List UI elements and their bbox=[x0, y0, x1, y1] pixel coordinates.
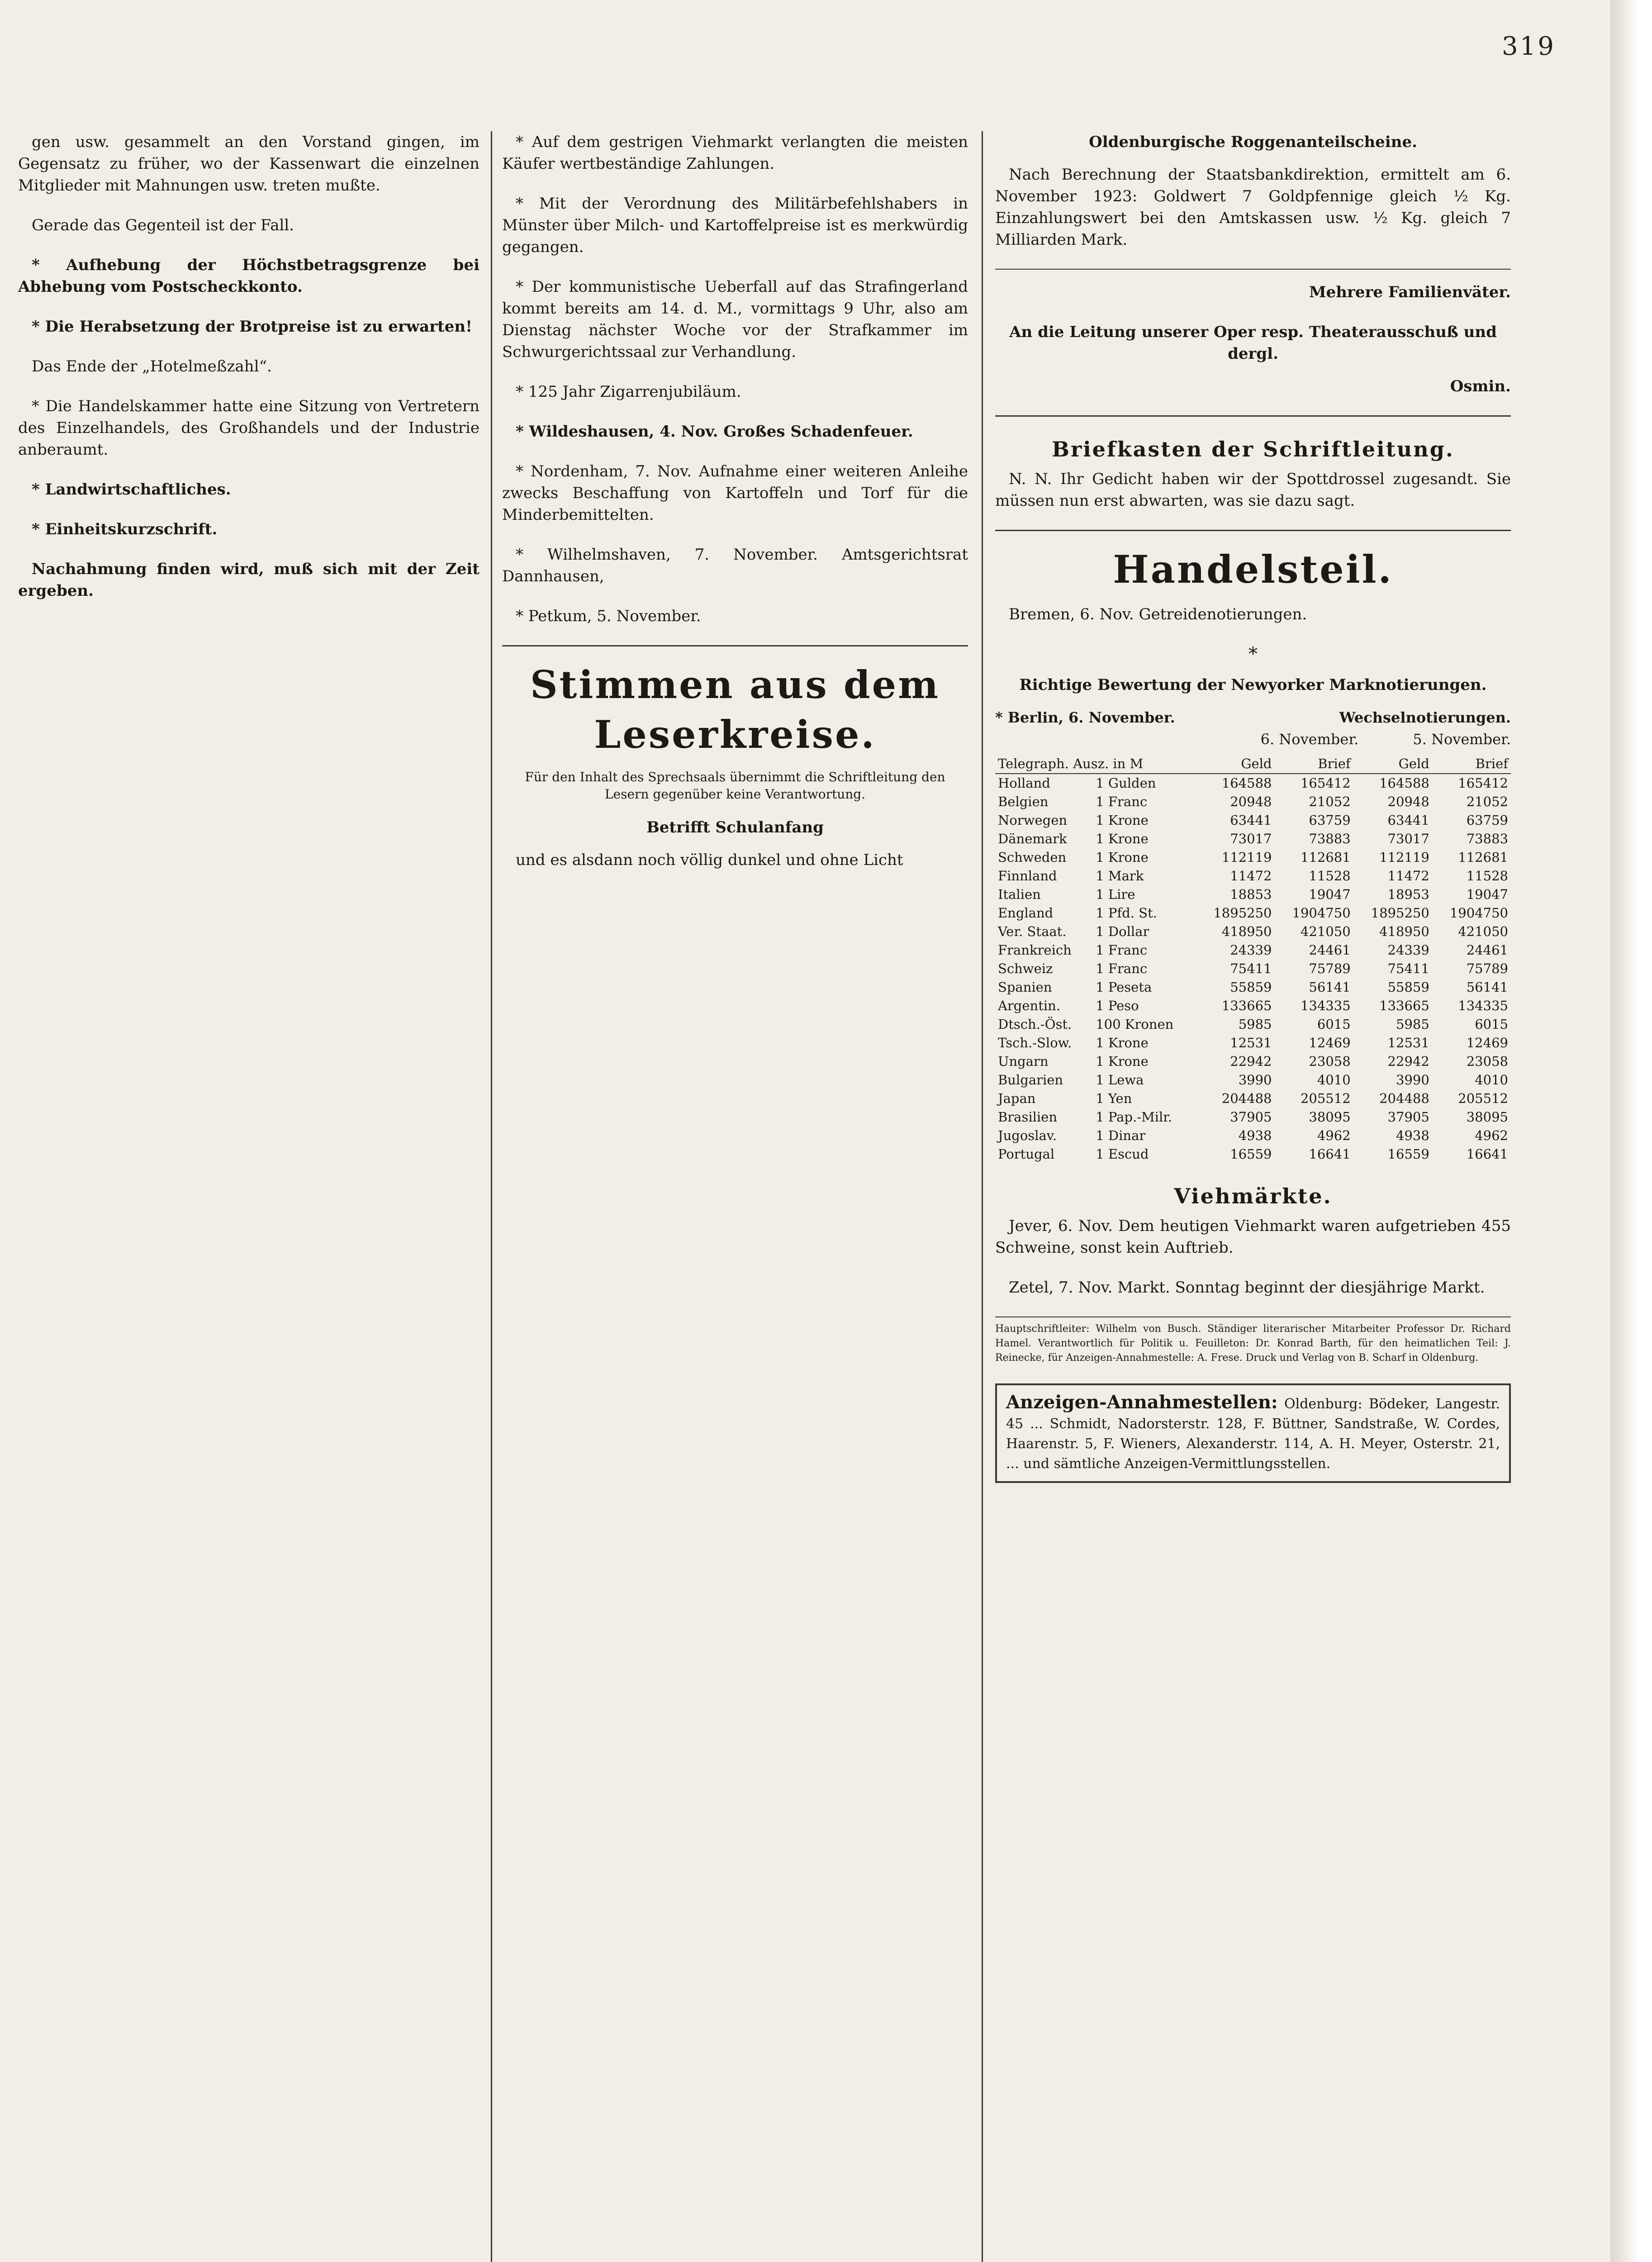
table-cell: 12469 bbox=[1466, 1035, 1508, 1050]
table-cell: 3990 bbox=[1238, 1072, 1272, 1088]
section-title: Stimmen aus dem Leserkreise. bbox=[530, 662, 940, 757]
table-cell: 1 Escud bbox=[1096, 1146, 1149, 1162]
ad-box bbox=[995, 1383, 1511, 1483]
article-fragment: * Nordenham, 7. Nov. Aufnahme einer weiteren Anleihe zwecks Beschaffung von Kartoffeln und Torf für die Minderbemittelten. bbox=[502, 462, 968, 524]
column-divider bbox=[491, 131, 492, 2262]
table-cell: 20948 bbox=[1387, 794, 1429, 809]
table-cell: 1 Pfd. St. bbox=[1096, 905, 1157, 921]
table-cell: 1 Krone bbox=[1096, 1054, 1149, 1069]
table-cell: 421050 bbox=[1300, 924, 1351, 939]
table-cell: 11528 bbox=[1466, 868, 1508, 884]
article-fragment: Das Ende der „Hotelmeßzahl“. bbox=[32, 357, 272, 375]
table-cell: 1 Peso bbox=[1096, 998, 1139, 1013]
table-cell: 1895250 bbox=[1213, 905, 1272, 921]
table-cell: Finnland bbox=[998, 868, 1057, 884]
article-fragment: * Wilhelmshaven, 7. November. Amtsgerichtsrat Dannhausen, bbox=[502, 546, 968, 585]
table-cell: 24339 bbox=[1230, 942, 1272, 958]
imprint: Hauptschriftleiter: Wilhelm von Busch. Ständiger literarischer Mitarbeiter Professor Dr. Richard Hamel. Verantwortlich für Politik u. Feuilleton: Dr. Konrad Barth, für den heimatlichen Teil: J. Reinecke, für Anzeigen-Annahmestelle: A. Frese. Druck und Verlag von B. Scharf in Oldenburg. bbox=[995, 1316, 1511, 1365]
letter-heading: An die Leitung unserer Oper resp. Theaterausschuß und dergl. bbox=[1009, 323, 1497, 363]
ad-text: Oldenburg: Bödeker, Langestr. 45 ... Schmidt, Nadorsterstr. 128, F. Büttner, Sandstraße, W. Cordes, Haarenstr. 5, F. Wieners, Alexanderstr. 114, A. H. Meyer, Osterstr. 21, ... und sämtliche Anzeigen-Vermittlungsstellen. bbox=[1006, 1396, 1500, 1472]
rates-date: 6. November. bbox=[1260, 731, 1359, 748]
rates-title: Wechselnotierungen. bbox=[1339, 709, 1511, 726]
table-cell: 63759 bbox=[1466, 813, 1508, 828]
table-cell: 63441 bbox=[1387, 813, 1429, 828]
column-1 bbox=[18, 131, 479, 620]
table-cell: 133665 bbox=[1221, 998, 1272, 1013]
table-cell: 12531 bbox=[1230, 1035, 1272, 1050]
table-cell: 1 Krone bbox=[1096, 1035, 1149, 1050]
table-row bbox=[995, 941, 1511, 960]
column-header: Geld bbox=[1353, 755, 1432, 774]
page-number: 319 bbox=[1502, 32, 1556, 61]
table-cell: 1895250 bbox=[1371, 905, 1429, 921]
table-cell: 1 Krone bbox=[1096, 831, 1149, 846]
column-divider bbox=[982, 131, 983, 2262]
section-rule bbox=[995, 415, 1511, 417]
table-cell: Belgien bbox=[998, 794, 1049, 809]
section-rule bbox=[995, 530, 1511, 531]
table-cell: 204488 bbox=[1221, 1091, 1272, 1106]
table-cell: Ungarn bbox=[998, 1054, 1049, 1069]
table-cell: 1 Dinar bbox=[1096, 1128, 1146, 1143]
table-cell: 205512 bbox=[1458, 1091, 1508, 1106]
table-cell: 3990 bbox=[1396, 1072, 1429, 1088]
article-fragment: Bremen, 6. Nov. Getreidenotierungen. bbox=[1009, 605, 1307, 623]
table-cell: Bulgarien bbox=[998, 1072, 1063, 1088]
table-cell: Jugoslav. bbox=[998, 1128, 1057, 1143]
table-row bbox=[995, 885, 1511, 904]
article-fragment: * Wildeshausen, 4. Nov. Großes Schadenfeuer. bbox=[516, 423, 913, 441]
table-row bbox=[995, 1108, 1511, 1126]
article-fragment: Jever, 6. Nov. Dem heutigen Viehmarkt waren aufgetrieben 455 Schweine, sonst kein Auftrieb. bbox=[995, 1217, 1511, 1257]
table-cell: 24461 bbox=[1466, 942, 1508, 958]
article-fragment: * Der kommunistische Ueberfall auf das Strafingerland kommt bereits am 14. d. M., vormittags 9 Uhr, also am Dienstag nächster Woche vor der Strafkammer im Schwurgerichtssaal zur Verhandlung. bbox=[502, 278, 968, 361]
table-row bbox=[995, 774, 1511, 793]
table-cell: 134335 bbox=[1300, 998, 1351, 1013]
table-cell: 1 Gulden bbox=[1096, 775, 1156, 791]
table-cell: 63759 bbox=[1309, 813, 1351, 828]
table-cell: 112681 bbox=[1458, 850, 1508, 865]
table-row bbox=[995, 1089, 1511, 1108]
table-cell: 11528 bbox=[1309, 868, 1351, 884]
table-row bbox=[995, 904, 1511, 922]
table-row bbox=[995, 1145, 1511, 1164]
table-cell: 1 Franc bbox=[1096, 794, 1148, 809]
table-cell: Norwegen bbox=[998, 813, 1068, 828]
table-cell: 1 Peseta bbox=[1096, 979, 1152, 995]
table-cell: 23058 bbox=[1466, 1054, 1508, 1069]
table-cell: 24461 bbox=[1309, 942, 1351, 958]
article-fragment: gen usw. gesammelt an den Vorstand gingen, im Gegensatz zu früher, wo der Kassenwart die einzelnen Mitglieder mit Mahnungen usw. treten mußte. bbox=[18, 133, 479, 195]
table-row bbox=[995, 1015, 1511, 1034]
table-cell: 164588 bbox=[1221, 775, 1272, 791]
table-cell: 4010 bbox=[1317, 1072, 1351, 1088]
article-heading: Richtige Bewertung der Newyorker Marknotierungen. bbox=[1019, 676, 1487, 694]
table-cell: 6015 bbox=[1475, 1017, 1508, 1032]
article-fragment: * Landwirtschaftliches. bbox=[32, 480, 231, 499]
article-fragment: Gerade das Gegenteil ist der Fall. bbox=[32, 216, 294, 234]
table-cell: 112681 bbox=[1300, 850, 1351, 865]
table-cell: Japan bbox=[998, 1091, 1036, 1106]
table-cell: 1 Lire bbox=[1096, 887, 1135, 902]
table-cell: 12531 bbox=[1387, 1035, 1429, 1050]
table-cell: 73017 bbox=[1387, 831, 1429, 846]
table-cell: 20948 bbox=[1230, 794, 1272, 809]
table-cell: 418950 bbox=[1221, 924, 1272, 939]
table-cell: 22942 bbox=[1387, 1054, 1429, 1069]
table-cell: 56141 bbox=[1309, 979, 1351, 995]
table-cell: 165412 bbox=[1300, 775, 1351, 791]
table-cell: 165412 bbox=[1458, 775, 1508, 791]
article-fragment: * Aufhebung der Höchstbetragsgrenze bei Abhebung vom Postscheckkonto. bbox=[18, 256, 479, 296]
letter-subject: Betrifft Schulanfang bbox=[646, 818, 824, 836]
article-fragment: * Die Handelskammer hatte eine Sitzung von Vertretern des Einzelhandels, des Großhandels und der Industrie anberaumt. bbox=[18, 397, 479, 459]
table-cell: 134335 bbox=[1458, 998, 1508, 1013]
table-cell: 1 Yen bbox=[1096, 1091, 1132, 1106]
table-cell: Frankreich bbox=[998, 942, 1072, 958]
table-cell: 16559 bbox=[1387, 1146, 1429, 1162]
mailbox-title: Briefkasten der Schriftleitung. bbox=[1052, 437, 1454, 461]
table-cell: 1 Franc bbox=[1096, 942, 1148, 958]
table-cell: Italien bbox=[998, 887, 1041, 902]
table-cell: 11472 bbox=[1230, 868, 1272, 884]
column-header: Telegraph. Ausz. in M bbox=[995, 755, 1196, 774]
table-cell: 21052 bbox=[1466, 794, 1508, 809]
table-cell: Schweiz bbox=[998, 961, 1053, 976]
table-cell: 133665 bbox=[1379, 998, 1429, 1013]
separator-star: * bbox=[1248, 644, 1258, 665]
table-cell: 421050 bbox=[1458, 924, 1508, 939]
table-cell: Ver. Staat. bbox=[998, 924, 1067, 939]
table-row bbox=[995, 1034, 1511, 1052]
article-fragment: Zetel, 7. Nov. Markt. Sonntag beginnt der diesjährige Markt. bbox=[1009, 1278, 1485, 1297]
table-cell: 63441 bbox=[1230, 813, 1272, 828]
table-row bbox=[995, 922, 1511, 941]
table-cell: 73883 bbox=[1309, 831, 1351, 846]
table-cell: 5985 bbox=[1238, 1017, 1272, 1032]
notice-title: Oldenburgische Roggenanteilscheine. bbox=[1089, 133, 1417, 151]
table-cell: 22942 bbox=[1230, 1054, 1272, 1069]
article-fragment: * Auf dem gestrigen Viehmarkt verlangten die meisten Käufer wertbeständige Zahlungen. bbox=[502, 133, 968, 173]
table-cell: 75411 bbox=[1387, 961, 1429, 976]
table-cell: 164588 bbox=[1379, 775, 1429, 791]
article-fragment: * Die Herabsetzung der Brotpreise ist zu erwarten! bbox=[32, 318, 473, 336]
table-cell: 38095 bbox=[1309, 1109, 1351, 1125]
table-cell: 37905 bbox=[1387, 1109, 1429, 1125]
table-cell: 4938 bbox=[1238, 1128, 1272, 1143]
table-cell: 112119 bbox=[1221, 850, 1272, 865]
column-header: Brief bbox=[1275, 755, 1353, 774]
section-rule bbox=[995, 269, 1511, 270]
table-cell: 1904750 bbox=[1449, 905, 1508, 921]
table-cell: 4938 bbox=[1396, 1128, 1429, 1143]
article-fragment: * Mit der Verordnung des Militärbefehlshabers in Münster über Milch- und Kartoffelpreise ist es merkwürdig gegangen. bbox=[502, 195, 968, 256]
table-cell: 19047 bbox=[1309, 887, 1351, 902]
table-cell: 16641 bbox=[1309, 1146, 1351, 1162]
table-cell: 38095 bbox=[1466, 1109, 1508, 1125]
column-2 bbox=[502, 131, 968, 889]
table-cell: 73883 bbox=[1466, 831, 1508, 846]
column-header: Geld bbox=[1196, 755, 1274, 774]
table-cell: Portugal bbox=[998, 1146, 1055, 1162]
table-row bbox=[995, 978, 1511, 997]
table-cell: 4962 bbox=[1475, 1128, 1508, 1143]
table-cell: 1 Dollar bbox=[1096, 924, 1149, 939]
table-cell: Dtsch.-Öst. bbox=[998, 1017, 1072, 1032]
table-cell: Holland bbox=[998, 775, 1050, 791]
table-row bbox=[995, 997, 1511, 1015]
rates-header bbox=[995, 707, 1511, 728]
table-cell: 204488 bbox=[1379, 1091, 1429, 1106]
table-cell: 11472 bbox=[1387, 868, 1429, 884]
table-cell: Tsch.-Slow. bbox=[998, 1035, 1072, 1050]
table-cell: Argentin. bbox=[998, 998, 1061, 1013]
article-fragment: * Einheitskurzschrift. bbox=[32, 520, 218, 538]
rates-place: * Berlin, 6. November. bbox=[995, 709, 1175, 726]
article-fragment: Nachahmung finden wird, muß sich mit der Zeit ergeben. bbox=[18, 560, 479, 600]
table-cell: 18853 bbox=[1230, 887, 1272, 902]
table-cell: 5985 bbox=[1396, 1017, 1429, 1032]
table-cell: 1 Franc bbox=[1096, 961, 1148, 976]
vieh-title: Viehmärkte. bbox=[1174, 1184, 1332, 1208]
table-cell: 19047 bbox=[1466, 887, 1508, 902]
article-fragment: und es alsdann noch völlig dunkel und ohne Licht bbox=[516, 851, 903, 869]
table-cell: 1 Pap.-Milr. bbox=[1096, 1109, 1173, 1125]
table-cell: 37905 bbox=[1230, 1109, 1272, 1125]
table-cell: 100 Kronen bbox=[1096, 1017, 1174, 1032]
table-row bbox=[995, 848, 1511, 867]
letter-signature: Osmin. bbox=[1450, 377, 1511, 395]
table-cell: 12469 bbox=[1309, 1035, 1351, 1050]
table-cell: 18953 bbox=[1387, 887, 1429, 902]
table-cell: 112119 bbox=[1379, 850, 1429, 865]
table-cell: Schweden bbox=[998, 850, 1067, 865]
table-cell: 56141 bbox=[1466, 979, 1508, 995]
table-row bbox=[995, 793, 1511, 811]
table-cell: 205512 bbox=[1300, 1091, 1351, 1106]
rates-dates bbox=[995, 728, 1511, 750]
column-3 bbox=[995, 131, 1511, 1483]
article-fragment: * 125 Jahr Zigarrenjubiläum. bbox=[516, 383, 741, 401]
table-cell: 4962 bbox=[1317, 1128, 1351, 1143]
table-row bbox=[995, 867, 1511, 885]
table-row bbox=[995, 811, 1511, 830]
table-cell: 16641 bbox=[1466, 1146, 1508, 1162]
table-cell: 418950 bbox=[1379, 924, 1429, 939]
table-cell: 1904750 bbox=[1292, 905, 1351, 921]
letter-signature: Mehrere Familienväter. bbox=[1309, 283, 1511, 301]
table-cell: 1 Krone bbox=[1096, 813, 1149, 828]
section-note: Für den Inhalt des Sprechsaals übernimmt die Schriftleitung den Lesern gegenüber keine Verantwortung. bbox=[525, 770, 945, 802]
table-cell: Brasilien bbox=[998, 1109, 1058, 1125]
table-cell: 75789 bbox=[1466, 961, 1508, 976]
exchange-rates-table bbox=[995, 755, 1511, 1164]
table-cell: 75789 bbox=[1309, 961, 1351, 976]
mailbox-text: N. N. Ihr Gedicht haben wir der Spottdrossel zugesandt. Sie müssen nun erst abwarten, was sie dazu sagt. bbox=[995, 470, 1511, 510]
table-cell: 73017 bbox=[1230, 831, 1272, 846]
handelsteil-title: Handelsteil. bbox=[1113, 547, 1393, 592]
rates-date: 5. November. bbox=[1413, 731, 1511, 748]
table-cell: 6015 bbox=[1317, 1017, 1351, 1032]
section-rule bbox=[502, 645, 968, 646]
table-row bbox=[995, 1071, 1511, 1089]
table-cell: 1 Lewa bbox=[1096, 1072, 1144, 1088]
table-cell: England bbox=[998, 905, 1054, 921]
table-row bbox=[995, 830, 1511, 848]
table-cell: 55859 bbox=[1387, 979, 1429, 995]
page-edge bbox=[1610, 0, 1652, 2262]
table-row bbox=[995, 1052, 1511, 1071]
table-cell: Dänemark bbox=[998, 831, 1067, 846]
ad-title: Anzeigen-Annahmestellen: bbox=[1006, 1392, 1278, 1413]
table-cell: 1 Krone bbox=[1096, 850, 1149, 865]
table-cell: 4010 bbox=[1475, 1072, 1508, 1088]
article-fragment: * Petkum, 5. November. bbox=[516, 607, 701, 625]
table-row bbox=[995, 960, 1511, 978]
table-cell: 24339 bbox=[1387, 942, 1429, 958]
notice-body: Nach Berechnung der Staatsbankdirektion, ermittelt am 6. November 1923: Goldwert 7 Goldpfennige gleich ½ Kg. Einzahlungswert bei den Amtskassen usw. ½ Kg. gleich 7 Milliarden Mark. bbox=[995, 166, 1511, 249]
table-cell: 75411 bbox=[1230, 961, 1272, 976]
table-cell: Spanien bbox=[998, 979, 1052, 995]
column-header: Brief bbox=[1432, 755, 1511, 774]
table-cell: 1 Mark bbox=[1096, 868, 1144, 884]
table-cell: 16559 bbox=[1230, 1146, 1272, 1162]
table-row bbox=[995, 1126, 1511, 1145]
table-cell: 21052 bbox=[1309, 794, 1351, 809]
table-cell: 55859 bbox=[1230, 979, 1272, 995]
table-cell: 23058 bbox=[1309, 1054, 1351, 1069]
